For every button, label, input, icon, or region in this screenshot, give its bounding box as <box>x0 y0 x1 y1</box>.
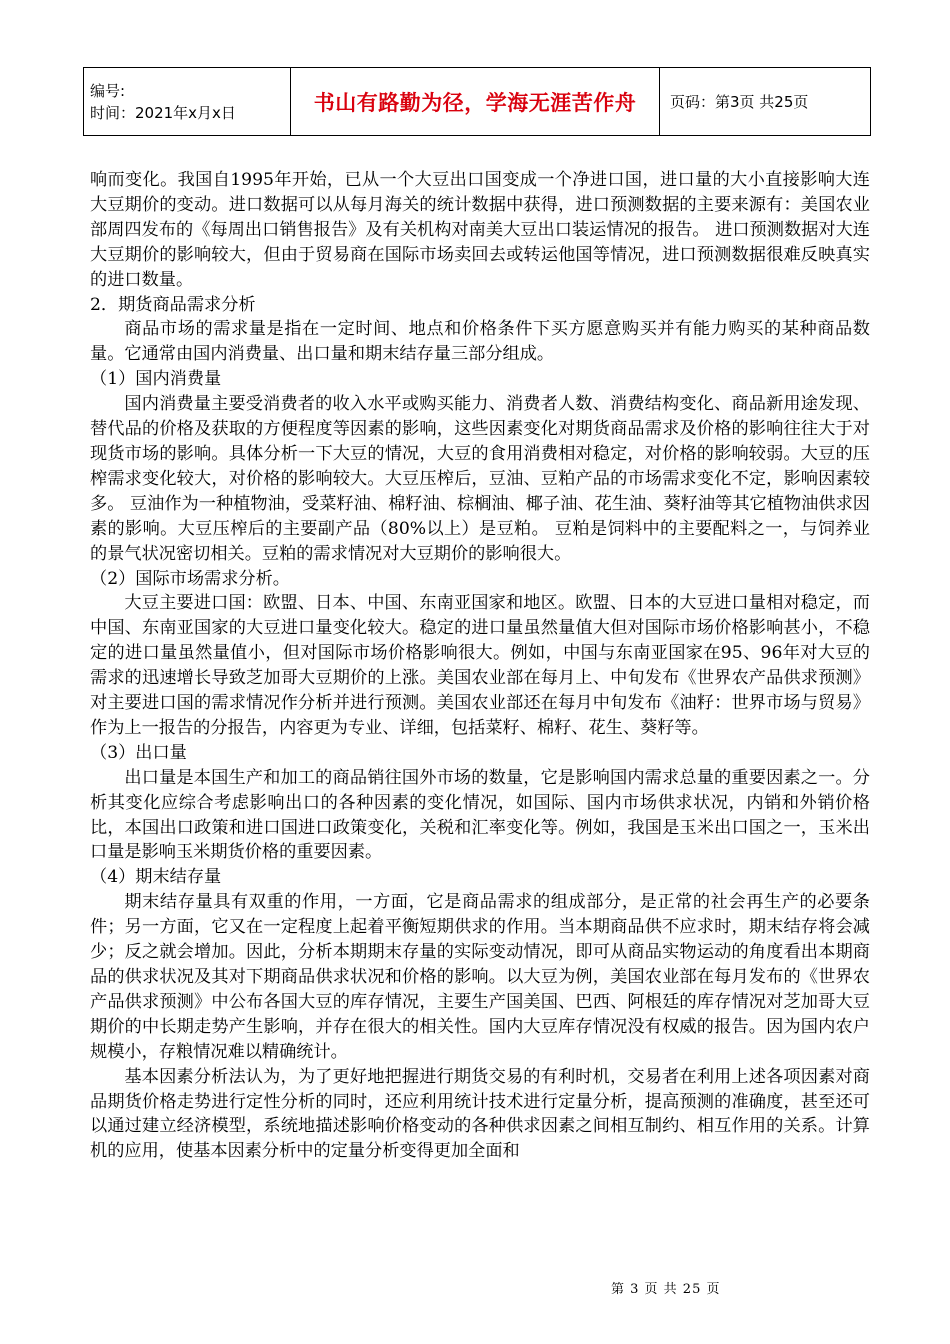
paragraph-ending-stock: 期末结存量具有双重的作用，一方面，它是商品需求的组成部分，是正常的社会再生产的必要条件；另一方面，它又在一定程度上起着平衡短期供求的作用。当本期商品供不应求时，期末结存将会减少；反之就会增加。因此，分析本期期末存量的实际变动情况，即可从商品实物运动的角度看出本期商品的供求状况及其对下期商品供求状况和价格的影响。以大豆为例，美国农业部在每月发布的《世界农产品供求预测》中公布各国大豆的库存情况，主要生产国美国、巴西、阿根廷的库存情况对芝加哥大豆期价的中长期走势产生影响，并存在很大的相关性。国内大豆库存情况没有权威的报告。因为国内农户规模小，存粮情况难以精确统计。 <box>90 892 870 1062</box>
subheading-international-demand: （2）国际市场需求分析。 <box>90 568 290 589</box>
subheading-ending-stock: （4）期末结存量 <box>90 867 222 888</box>
header-page-info: 页码：第3页 共25页 <box>660 68 871 136</box>
subheading-export-volume: （3）出口量 <box>90 742 187 763</box>
paragraph-export-volume: 出口量是本国生产和加工的商品销往国外市场的数量，它是影响国内需求总量的重要因素之一。分析其变化应综合考虑影响出口的各种因素的变化情况，如国际、国内市场供求状况，内销和外销价格比，本国出口政策和进口国进口政策变化，关税和汇率变化等。例如，我国是玉米出口国之一，玉米出口量是影响玉米期货价格的重要因素。 <box>90 767 870 863</box>
document-number: 编号: <box>90 81 126 100</box>
paragraph-import-continuation: 响而变化。我国自1995年开始，已从一个大豆出口国变成一个净进口国，进口量的大小直接影响大连大豆期价的变动。进口数据可以从每月海关的统计数据中获得，进口预测数据的主要来源有：美国农业部周四发布的《每周出口销售报告》及有关机构对南美大豆出口装运情况的报告。 进口预测数据对大连大豆期价的影响较大，但由于贸易商在国际市场卖回去或转运他国等情况，进口预测数据很难反映真实的进口数量。 <box>90 170 870 290</box>
page-footer: 第 3 页 共 25 页 <box>611 1282 721 1297</box>
paragraph-fundamental-analysis: 基本因素分析法认为，为了更好地把握进行期货交易的有利时机，交易者在利用上述各项因素对商品期货价格走势进行定性分析的同时，还应利用统计技术进行定量分析，提高预测的准确度，甚至还可以通过建立经济模型，系统地描述影响价格变动的各种供求因素之间相互制约、相互作用的关系。计算机的应用，使基本因素分析中的定量分析变得更加全面和 <box>90 1066 870 1162</box>
header-motto: 书山有路勤为径，学海无涯苦作舟 <box>291 68 660 136</box>
page-header <box>83 67 871 136</box>
paragraph-international-demand: 大豆主要进口国：欧盟、日本、中国、东南亚国家和地区。欧盟、日本的大豆进口量相对稳定，而中国、东南亚国家的大豆进口量变化较大。稳定的进口量虽然量值大但对国际市场价格影响甚小，不稳定的进口量虽然量值小，但对国际市场价格影响很大。例如，中国与东南亚国家在95、96年对大豆的需求的迅速增长导致芝加哥大豆期价的上涨。美国农业部在每月上、中旬发布《世界农产品供求预测》对主要进口国的需求情况作分析并进行预测。美国农业部还在每月中旬发布《油籽：世界市场与贸易》作为上一报告的分报告，内容更为专业、详细，包括菜籽、棉籽、花生、葵籽等。 <box>90 593 870 738</box>
document-body <box>90 168 870 1164</box>
paragraph-domestic-consumption: 国内消费量主要受消费者的收入水平或购买能力、消费者人数、消费结构变化、商品新用途发现、替代品的价格及获取的方便程度等因素的影响，这些因素变化对期货商品需求及价格的影响往往大于对现货市场的影响。具体分析一下大豆的情况，大豆的食用消费相对稳定，对价格的影响较弱。大豆的压榨需求变化较大，对价格的影响较大。大豆压榨后，豆油、豆粕产品的市场需求变化不定，影响因素较多。 豆油作为一种植物油，受菜籽油、棉籽油、棕榈油、椰子油、花生油、葵籽油等其它植物油供求因素的影响。大豆压榨后的主要副产品（80%以上）是豆粕。 豆粕是饲料中的主要配料之一，与饲养业的景气状况密切相关。豆粕的需求情况对大豆期价的影响很大。 <box>90 394 870 564</box>
paragraph-demand-definition: 商品市场的需求量是指在一定时间、地点和价格条件下买方愿意购买并有能力购买的某种商品数量。它通常由国内消费量、出口量和期末结存量三部分组成。 <box>90 319 870 365</box>
subheading-domestic-consumption: （1）国内消费量 <box>90 369 222 390</box>
document-time: 时间：2021年x月x日 <box>90 103 236 122</box>
header-meta <box>84 68 291 136</box>
section-heading-demand-analysis: 2．期货商品需求分析 <box>90 294 256 315</box>
